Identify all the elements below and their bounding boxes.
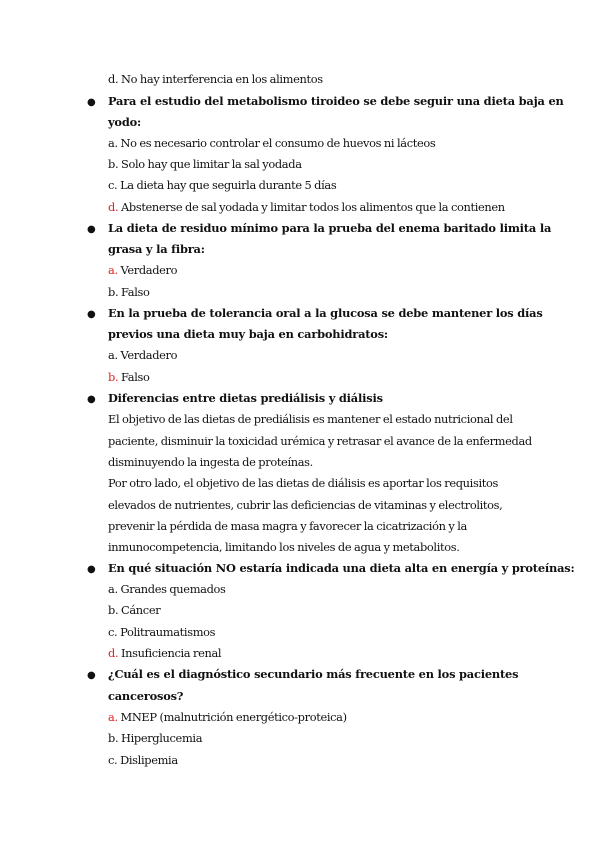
option-line bbox=[108, 69, 323, 90]
option-letter: a. bbox=[108, 136, 118, 150]
option-letter: b. bbox=[108, 603, 119, 617]
option-letter: c. bbox=[108, 753, 118, 767]
option-letter: a. bbox=[108, 582, 118, 596]
option-text: Verdadero bbox=[120, 348, 178, 362]
option-text: No hay interferencia en los alimentos bbox=[121, 72, 323, 86]
bullet-icon: ● bbox=[87, 564, 96, 575]
question-text: previos una dieta muy baja en carbohidratos: bbox=[108, 327, 388, 341]
paragraph-line: inmunocompetencia, limitando los niveles de agua y metabolitos. bbox=[108, 540, 460, 554]
option-line bbox=[108, 600, 160, 621]
option-letter: c. bbox=[108, 625, 118, 639]
option-letter-correct: a. bbox=[108, 263, 118, 277]
option-letter: a. bbox=[108, 348, 118, 362]
bullet-icon: ● bbox=[87, 224, 96, 235]
option-line bbox=[108, 345, 177, 366]
question-text: En qué situación NO estaría indicada una dieta alta en energía y proteínas: bbox=[108, 561, 575, 575]
paragraph-line: El objetivo de las dietas de prediálisis es mantener el estado nutricional del bbox=[108, 412, 513, 426]
option-text: Insuficiencia renal bbox=[121, 646, 222, 660]
option-letter: b. bbox=[108, 731, 119, 745]
option-line-correct bbox=[108, 643, 221, 664]
paragraph-line: elevados de nutrientes, cubrir las deficiencias de vitaminas y electrolitos, bbox=[108, 498, 503, 512]
option-letter-correct: d. bbox=[108, 200, 119, 214]
option-text: No es necesario controlar el consumo de huevos ni lácteos bbox=[120, 136, 436, 150]
option-letter: b. bbox=[108, 157, 119, 171]
option-text: Hiperglucemia bbox=[121, 731, 203, 745]
paragraph-line: Por otro lado, el objetivo de las dietas de diálisis es aportar los requisitos bbox=[108, 476, 498, 490]
option-line-correct bbox=[108, 197, 505, 218]
option-text: Grandes quemados bbox=[120, 582, 226, 596]
option-text: Cáncer bbox=[121, 603, 161, 617]
option-line-correct bbox=[108, 367, 150, 388]
bullet-icon: ● bbox=[87, 394, 96, 405]
option-text: La dieta hay que seguirla durante 5 días bbox=[120, 178, 337, 192]
option-text: Politraumatismos bbox=[120, 625, 216, 639]
option-text: MNEP (malnutrición energético-proteica) bbox=[120, 710, 347, 724]
option-text: Abstenerse de sal yodada y limitar todos los alimentos que la contienen bbox=[121, 200, 505, 214]
option-line bbox=[108, 175, 336, 196]
option-line bbox=[108, 154, 302, 175]
question-text: En la prueba de tolerancia oral a la glucosa se debe mantener los días bbox=[108, 306, 543, 320]
option-line-correct bbox=[108, 707, 347, 728]
paragraph-line: paciente, disminuir la toxicidad urémica y retrasar el avance de la enfermedad bbox=[108, 434, 532, 448]
option-letter-correct: a. bbox=[108, 710, 118, 724]
option-letter-correct: d. bbox=[108, 646, 119, 660]
option-letter: c. bbox=[108, 178, 118, 192]
section-title: Diferencias entre dietas prediálisis y diálisis bbox=[108, 391, 383, 405]
option-text: Verdadero bbox=[120, 263, 178, 277]
question-text: Para el estudio del metabolismo tiroideo se debe seguir una dieta baja en bbox=[108, 94, 564, 108]
option-text: Falso bbox=[121, 370, 150, 384]
question-text: yodo: bbox=[108, 115, 141, 129]
option-line bbox=[108, 282, 150, 303]
option-line bbox=[108, 133, 435, 154]
option-text: Solo hay que limitar la sal yodada bbox=[121, 157, 302, 171]
option-line bbox=[108, 579, 226, 600]
question-text: La dieta de residuo mínimo para la prueba del enema baritado limita la bbox=[108, 221, 552, 235]
option-letter: d. bbox=[108, 72, 119, 86]
paragraph-line: disminuyendo la ingesta de proteínas. bbox=[108, 455, 313, 469]
paragraph-line: prevenir la pérdida de masa magra y favorecer la cicatrización y la bbox=[108, 519, 467, 533]
question-text: cancerosos? bbox=[108, 689, 184, 703]
option-line bbox=[108, 728, 202, 749]
option-line bbox=[108, 750, 178, 771]
option-line bbox=[108, 622, 215, 643]
option-text: Falso bbox=[121, 285, 150, 299]
option-line-correct bbox=[108, 260, 177, 281]
bullet-icon: ● bbox=[87, 309, 96, 320]
bullet-icon: ● bbox=[87, 97, 96, 108]
option-letter: b. bbox=[108, 285, 119, 299]
option-text: Dislipemia bbox=[120, 753, 178, 767]
question-text: grasa y la fibra: bbox=[108, 242, 205, 256]
question-text: ¿Cuál es el diagnóstico secundario más frecuente en los pacientes bbox=[108, 667, 519, 681]
bullet-icon: ● bbox=[87, 670, 96, 681]
option-letter-correct: b. bbox=[108, 370, 119, 384]
